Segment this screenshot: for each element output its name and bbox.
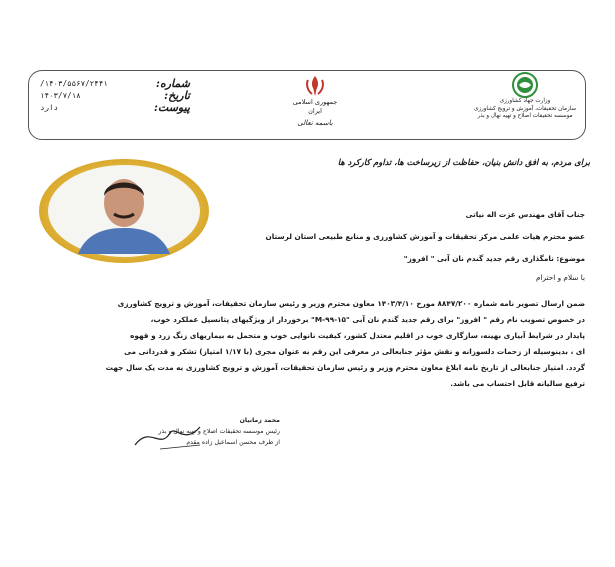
- letter-date-value: ۱۴۰۳/۷/۱۸: [40, 91, 81, 100]
- bismillah-text: باسمه تعالی: [297, 119, 333, 127]
- recipient-title: عضو محترم هیات علمی مرکز تحقیقات و آموزش کشاورزی و منابع طبیعی استان لرستان: [265, 232, 585, 241]
- signatory-name: محمد زمانیان: [239, 417, 280, 424]
- jahad-keshavarzi-logo-icon: [505, 72, 545, 98]
- letter-meta: [40, 78, 190, 114]
- handwritten-signature: [130, 415, 210, 455]
- letter-number-label: شماره:: [155, 77, 190, 90]
- organization-block: [470, 72, 580, 121]
- slogan-text: برای مردم، به افق دانش بنیان، حفاظت از زیرساخت ها، تداوم کارکرد ها: [337, 157, 590, 167]
- state-emblem-block: [285, 74, 345, 127]
- letter-attachment-value: دارد: [40, 103, 59, 112]
- org-line-3: موسسه تحقیقات اصلاح و تهیه نهال و بذر: [477, 113, 573, 119]
- letter-attachment-row: [40, 102, 190, 114]
- letter-number-value: ۱۴۰۳/۵۵۶۷/۲۴۴۱/: [40, 79, 108, 88]
- signatory-title: رئیس موسسه تحقیقات اصلاح و تهیه نهال و بذر: [158, 428, 280, 435]
- letter-body-line: پایدار در شرایط آبیاری بهینه، سازگاری خوب در اقلیم معتدل کشور، کیفیت نانوایی خوب و متحمل به بیماریهای زنگ زرد و قهوه: [130, 331, 585, 340]
- letter-body: [30, 296, 585, 392]
- letter-subject: موضوع: نامگذاری رقم جدید گندم نان آبی " افروز": [403, 254, 585, 263]
- letter-date-label: تاریخ:: [164, 89, 190, 102]
- letter-body-line: ترفیع سالیانه قابل احتساب می باشد.: [450, 379, 585, 388]
- org-line-2: سازمان تحقیقات، آموزش و ترویج کشاورزی: [473, 105, 577, 112]
- letter-attachment-label: پیوست:: [153, 101, 190, 114]
- recipient-name: جناب آقای مهندس عزت اله نیاتی: [465, 210, 585, 219]
- letter-body-line: ای ، بدینوسیله از زحمات دلسوزانه و نقش مؤثر جنابعالی در معرفی این رقم به عنوان مجری (با ۱/۱۷ امتیاز) تشکر و قدردانی می: [124, 347, 585, 356]
- iran-emblem-icon: [302, 74, 328, 98]
- signatory-on-behalf: از طرف محسن اسماعیل زاده مقدم: [186, 439, 280, 446]
- letter-body-line: در خصوص تصویب نام رقم " افروز" برای رقم جدید گندم نان آبی "۱۵-۹۹-M" برخوردار از ویژگیهای پتانسیل عملکرد خوب،: [150, 315, 585, 324]
- org-line-1: وزارت جهاد کشاورزی: [499, 98, 551, 104]
- state-title: جمهوری اسلامی ایران: [292, 98, 338, 115]
- letter-greeting: با سلام و احترام: [535, 273, 585, 282]
- letter-body-line: گردد. امتیاز جنابعالی از تاریخ نامه ابلاغ معاون محترم وزیر و رئیس سازمان تحقیقات، آموزش و ترویج کشاورزی به مدت یک سال جهت: [105, 363, 585, 372]
- letter-body-line: ضمن ارسال تصویر نامه شماره ۸۸۴۷/۲۰۰ مورخ ۱۴۰۳/۴/۱۰ معاون محترم وزیر و رئیس سازمان تحقیقات، آموزش و ترویج کشاورزی: [117, 299, 585, 308]
